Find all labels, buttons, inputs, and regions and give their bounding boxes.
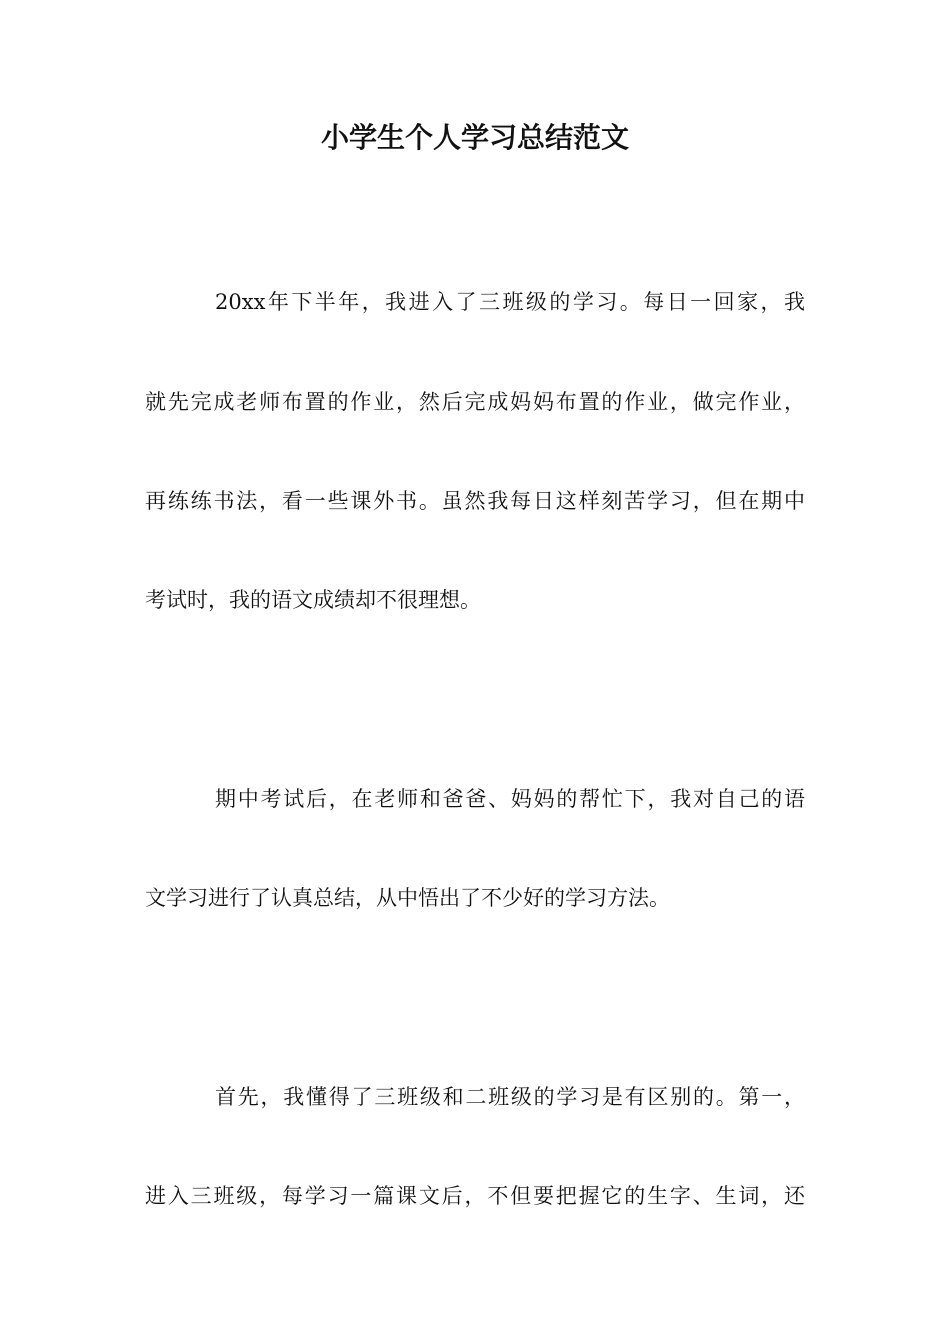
document-title: 小学生个人学习总结范文 bbox=[320, 121, 629, 154]
paragraph-line: 再练练书法，看一些课外书。虽然我每日这样刻苦学习，但在期中 bbox=[145, 489, 805, 513]
paragraph-line: 期中考试后，在老师和爸爸、妈妈的帮忙下，我对自己的语 bbox=[215, 787, 805, 811]
paragraph-line: 进入三班级，每学习一篇课文后，不但要把握它的生字、生词，还 bbox=[145, 1184, 805, 1208]
paragraph-line: 20xx年下半年，我进入了三班级的学习。每日一回家，我 bbox=[215, 290, 805, 314]
paragraph-line: 考试时，我的语文成绩却不很理想。 bbox=[145, 588, 481, 612]
paragraph-line: 就先完成老师布置的作业，然后完成妈妈布置的作业，做完作业， bbox=[145, 390, 805, 414]
paragraph-line: 文学习进行了认真总结，从中悟出了不少好的学习方法。 bbox=[145, 886, 670, 910]
paragraph-line: 首先，我懂得了三班级和二班级的学习是有区别的。第一， bbox=[215, 1085, 805, 1109]
